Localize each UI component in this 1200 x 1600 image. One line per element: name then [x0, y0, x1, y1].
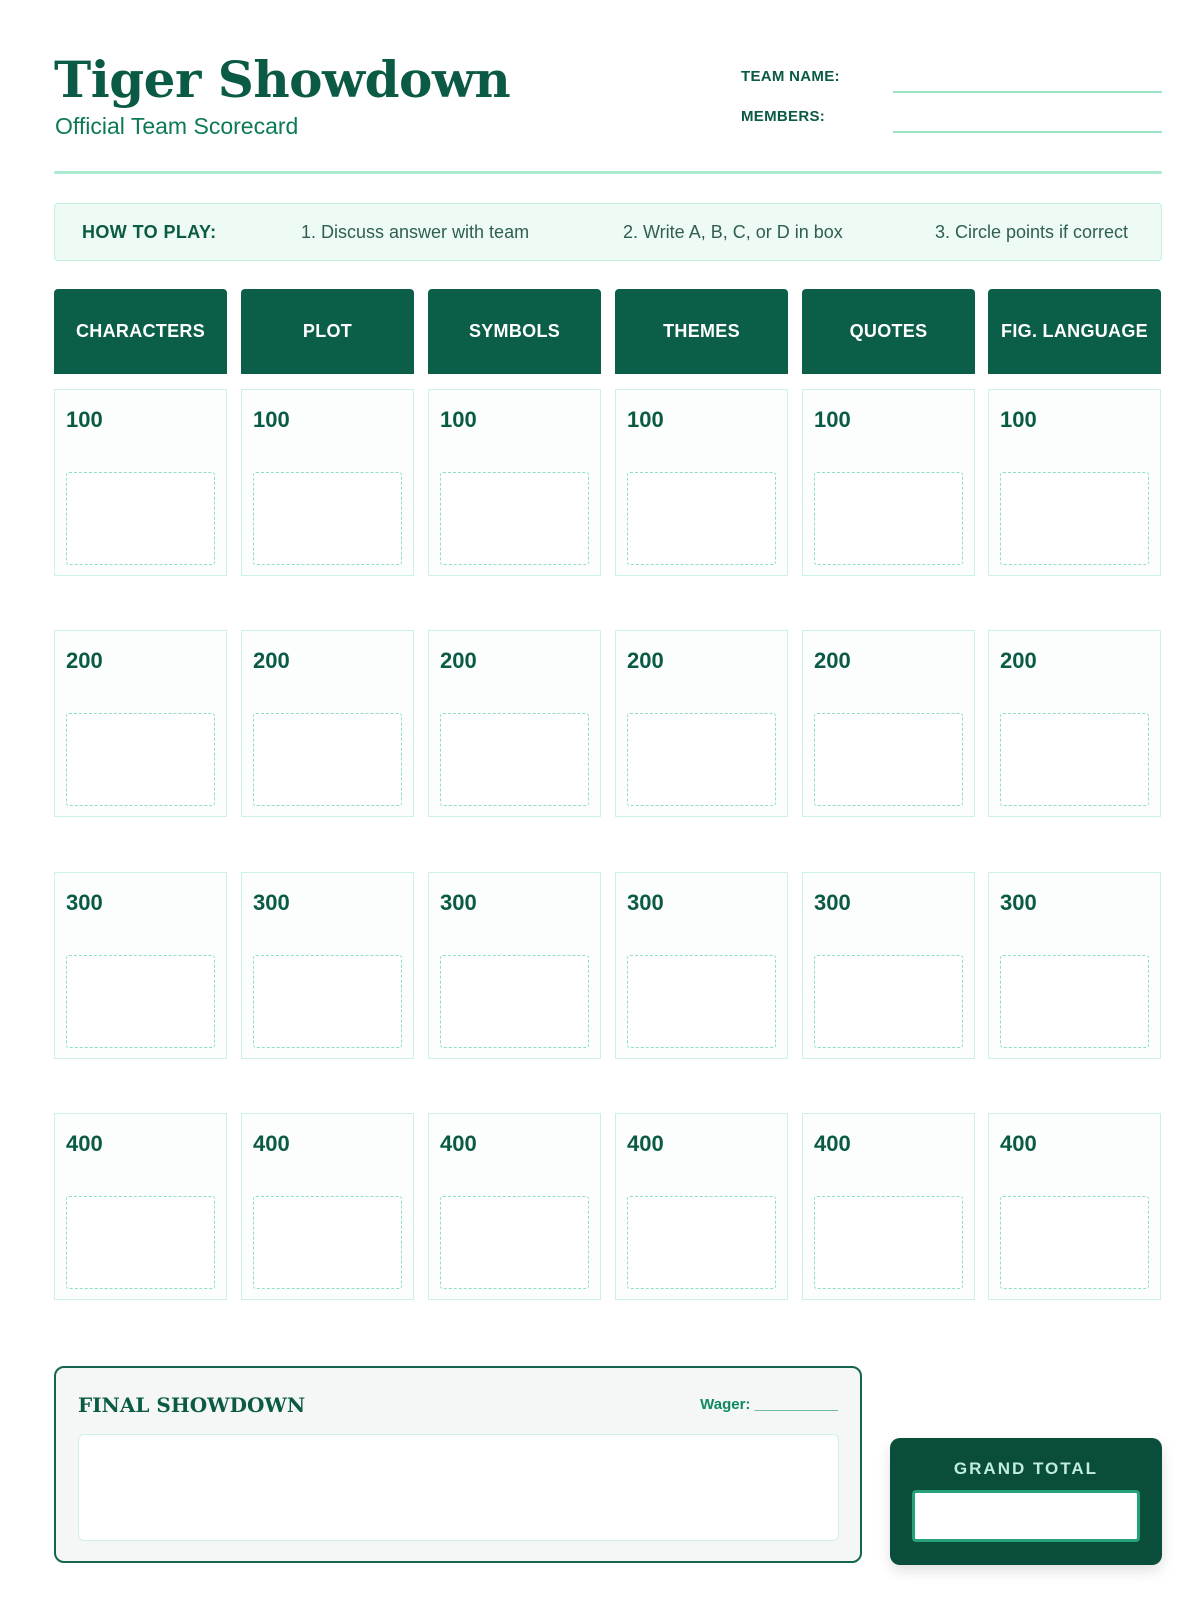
answer-box[interactable]: [66, 955, 215, 1048]
question-cell: [802, 389, 975, 576]
members-label: MEMBERS:: [741, 108, 826, 125]
point-value[interactable]: 100: [627, 407, 664, 432]
grand-total-panel: [890, 1438, 1162, 1565]
page-subtitle: Official Team Scorecard: [55, 113, 299, 139]
team-name-field[interactable]: [893, 91, 1162, 93]
answer-box[interactable]: [814, 955, 963, 1048]
grand-total-label: GRAND TOTAL: [953, 1459, 1099, 1478]
point-value[interactable]: 200: [440, 648, 477, 673]
point-value[interactable]: 400: [814, 1131, 851, 1156]
point-value[interactable]: 100: [253, 407, 290, 432]
wager-field[interactable]: Wager: __________: [700, 1396, 838, 1413]
question-cell: [988, 1113, 1161, 1300]
point-value[interactable]: 200: [627, 648, 664, 673]
question-cell: [54, 389, 227, 576]
point-value[interactable]: 400: [1000, 1131, 1037, 1156]
how-to-play-step-3: 3. Circle points if correct: [935, 222, 1129, 242]
answer-box[interactable]: [627, 472, 776, 565]
how-to-play-label: HOW TO PLAY:: [82, 222, 217, 242]
question-cell: [54, 872, 227, 1059]
point-value[interactable]: 200: [66, 648, 103, 673]
answer-box[interactable]: [627, 713, 776, 806]
question-cell: [802, 630, 975, 817]
question-cell: [988, 872, 1161, 1059]
answer-box[interactable]: [253, 713, 402, 806]
question-cell: [615, 389, 788, 576]
category-header: CHARACTERS: [54, 289, 227, 374]
members-field[interactable]: [893, 131, 1162, 133]
how-to-play-step-1: 1. Discuss answer with team: [301, 222, 530, 242]
grand-total-box[interactable]: [912, 1490, 1140, 1542]
question-cell: [241, 630, 414, 817]
category-header: SYMBOLS: [428, 289, 601, 374]
question-cell: [615, 1113, 788, 1300]
question-cell: [428, 1113, 601, 1300]
category-header: FIG. LANGUAGE: [988, 289, 1161, 374]
answer-box[interactable]: [1000, 713, 1149, 806]
question-cell: [241, 389, 414, 576]
answer-box[interactable]: [627, 955, 776, 1048]
answer-box[interactable]: [253, 1196, 402, 1289]
final-showdown-panel: [54, 1366, 862, 1563]
answer-box[interactable]: [440, 955, 589, 1048]
answer-box[interactable]: [440, 1196, 589, 1289]
point-value[interactable]: 200: [814, 648, 851, 673]
question-cell: [241, 872, 414, 1059]
question-cell: [615, 630, 788, 817]
answer-box[interactable]: [253, 955, 402, 1048]
category-header: QUOTES: [802, 289, 975, 374]
question-cell: [615, 872, 788, 1059]
point-value[interactable]: 300: [627, 890, 664, 915]
question-cell: [54, 630, 227, 817]
header-divider: [54, 171, 1162, 174]
point-value[interactable]: 300: [253, 890, 290, 915]
answer-box[interactable]: [1000, 472, 1149, 565]
question-cell: [428, 630, 601, 817]
answer-box[interactable]: [814, 1196, 963, 1289]
point-value[interactable]: 300: [440, 890, 477, 915]
point-value[interactable]: 400: [440, 1131, 477, 1156]
question-cell: [802, 872, 975, 1059]
how-to-play-panel: [54, 203, 1162, 261]
point-value[interactable]: 200: [253, 648, 290, 673]
question-cell: [988, 630, 1161, 817]
question-cell: [988, 389, 1161, 576]
question-cell: [428, 872, 601, 1059]
point-value[interactable]: 100: [440, 407, 477, 432]
answer-box[interactable]: [1000, 955, 1149, 1048]
answer-box[interactable]: [627, 1196, 776, 1289]
answer-box[interactable]: [440, 472, 589, 565]
category-header: PLOT: [241, 289, 414, 374]
final-showdown-title: FINAL SHOWDOWN: [78, 1393, 306, 1417]
point-value[interactable]: 100: [66, 407, 103, 432]
point-value[interactable]: 300: [1000, 890, 1037, 915]
question-cell: [802, 1113, 975, 1300]
answer-box[interactable]: [66, 713, 215, 806]
answer-box[interactable]: [814, 472, 963, 565]
point-value[interactable]: 100: [1000, 407, 1037, 432]
question-cell: [54, 1113, 227, 1300]
category-header: THEMES: [615, 289, 788, 374]
point-value[interactable]: 400: [627, 1131, 664, 1156]
point-value[interactable]: 300: [66, 890, 103, 915]
point-value[interactable]: 100: [814, 407, 851, 432]
final-answer-area[interactable]: [78, 1434, 839, 1541]
team-name-label: TEAM NAME:: [741, 68, 840, 85]
answer-box[interactable]: [440, 713, 589, 806]
point-value[interactable]: 400: [253, 1131, 290, 1156]
answer-box[interactable]: [253, 472, 402, 565]
how-to-play-step-2: 2. Write A, B, C, or D in box: [623, 222, 843, 242]
question-cell: [428, 389, 601, 576]
page-title: Tiger Showdown: [54, 50, 511, 109]
answer-box[interactable]: [66, 1196, 215, 1289]
answer-box[interactable]: [66, 472, 215, 565]
question-cell: [241, 1113, 414, 1300]
answer-box[interactable]: [814, 713, 963, 806]
answer-box[interactable]: [1000, 1196, 1149, 1289]
point-value[interactable]: 200: [1000, 648, 1037, 673]
point-value[interactable]: 400: [66, 1131, 103, 1156]
point-value[interactable]: 300: [814, 890, 851, 915]
